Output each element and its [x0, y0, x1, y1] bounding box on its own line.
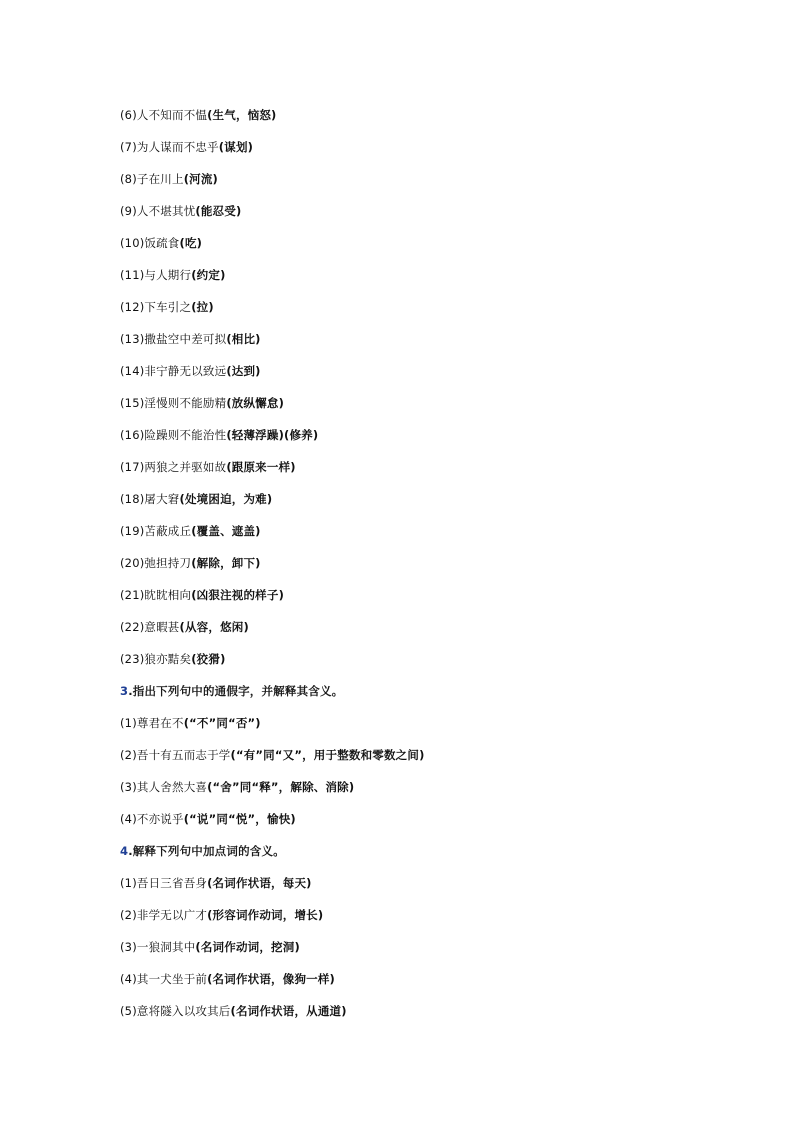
- item-text: (22)意暇甚: [120, 620, 180, 634]
- item-answer: (“有”同“又”，用于整数和零数之间): [230, 748, 425, 762]
- item-text: (9)人不堪其忧: [120, 204, 196, 218]
- list-item: [120, 970, 720, 1002]
- item-text: (10)饭疏食: [120, 236, 180, 250]
- section-heading: [120, 682, 720, 714]
- item-text: (11)与人期行: [120, 268, 192, 282]
- list-item: [120, 458, 720, 490]
- item-answer: (约定): [191, 268, 226, 282]
- list-item: [120, 362, 720, 394]
- item-text: (18)屠大窘: [120, 492, 180, 506]
- item-text: (2)吾十有五而志于学: [120, 748, 231, 762]
- list-item: [120, 938, 720, 970]
- list-item: [120, 714, 720, 746]
- list-item: [120, 234, 720, 266]
- item-text: (6)人不知而不愠: [120, 108, 208, 122]
- item-text: (1)吾日三省吾身: [120, 876, 208, 890]
- list-item: [120, 330, 720, 362]
- list-item: [120, 426, 720, 458]
- list-item: [120, 298, 720, 330]
- list-item: [120, 1002, 720, 1034]
- item-answer: (达到): [226, 364, 261, 378]
- section-number: 3: [120, 684, 129, 698]
- list-item: [120, 170, 720, 202]
- item-text: (3)一狼洞其中: [120, 940, 196, 954]
- item-text: (5)意将隧入以攻其后: [120, 1004, 231, 1018]
- list-item: [120, 810, 720, 842]
- item-text: (20)弛担持刀: [120, 556, 192, 570]
- item-answer: (能忍受): [195, 204, 242, 218]
- item-text: (14)非宁静无以致远: [120, 364, 227, 378]
- item-answer: (跟原来一样): [226, 460, 296, 474]
- item-answer: (谋划): [218, 140, 254, 154]
- item-text: (13)撒盐空中差可拟: [120, 332, 227, 346]
- item-answer: (拉): [191, 300, 214, 314]
- item-text: (4)其一犬坐于前: [120, 972, 208, 986]
- list-item: [120, 266, 720, 298]
- item-answer: (生气，恼怒): [207, 108, 277, 122]
- section-title: .解释下列句中加点词的含义。: [128, 844, 285, 858]
- list-item: [120, 778, 720, 810]
- item-answer: (狡猾): [191, 652, 226, 666]
- item-answer: (解除，卸下): [191, 556, 261, 570]
- item-text: (19)苫蔽成丘: [120, 524, 192, 538]
- item-answer: (“舍”同“释”，解除、消除): [207, 780, 355, 794]
- item-answer: (吃): [179, 236, 203, 250]
- item-text: (12)下车引之: [120, 300, 192, 314]
- item-text: (4)不亦说乎: [120, 812, 184, 826]
- section-title: .指出下列句中的通假字，并解释其含义。: [128, 684, 344, 698]
- item-answer: (处境困迫，为难): [179, 492, 273, 506]
- list-item: [120, 874, 720, 906]
- item-answer: (覆盖、遮盖): [191, 524, 261, 538]
- item-text: (1)尊君在不: [120, 716, 184, 730]
- list-item: [120, 202, 720, 234]
- document-body: [120, 106, 720, 1034]
- item-text: (8)子在川上: [120, 172, 184, 186]
- item-text: (21)眈眈相向: [120, 588, 192, 602]
- item-text: (3)其人舍然大喜: [120, 780, 208, 794]
- item-text: (23)狼亦黠矣: [120, 652, 192, 666]
- list-item: [120, 586, 720, 618]
- item-text: (16)险躁则不能治性: [120, 428, 227, 442]
- list-item: [120, 106, 720, 138]
- item-text: (17)两狼之并驱如故: [120, 460, 227, 474]
- item-answer: (名词作状语，每天): [207, 876, 312, 890]
- item-answer: (形容词作动词，增长): [207, 908, 324, 922]
- item-answer: (“不”同“否”): [183, 716, 261, 730]
- item-answer: (凶狠注视的样子): [191, 588, 285, 602]
- item-answer: (名词作状语，从通道): [230, 1004, 347, 1018]
- item-answer: (名词作状语，像狗一样): [207, 972, 336, 986]
- list-item: [120, 394, 720, 426]
- item-answer: (名词作动词，挖洞): [195, 940, 300, 954]
- list-item: [120, 650, 720, 682]
- list-item: [120, 906, 720, 938]
- item-answer: (“说”同“悦”，愉快): [183, 812, 296, 826]
- list-item: [120, 138, 720, 170]
- item-answer: (相比): [226, 332, 261, 346]
- list-item: [120, 746, 720, 778]
- list-item: [120, 618, 720, 650]
- list-item: [120, 554, 720, 586]
- list-item: [120, 522, 720, 554]
- item-answer: (轻薄浮躁)(修养): [226, 428, 319, 442]
- item-answer: (放纵懈怠): [226, 396, 285, 410]
- list-item: [120, 490, 720, 522]
- item-answer: (河流): [183, 172, 219, 186]
- section-heading: [120, 842, 720, 874]
- section-number: 4: [120, 844, 129, 858]
- item-answer: (从容，悠闲): [179, 620, 249, 634]
- item-text: (7)为人谋而不忠乎: [120, 140, 219, 154]
- item-text: (15)淫慢则不能励精: [120, 396, 227, 410]
- item-text: (2)非学无以广才: [120, 908, 208, 922]
